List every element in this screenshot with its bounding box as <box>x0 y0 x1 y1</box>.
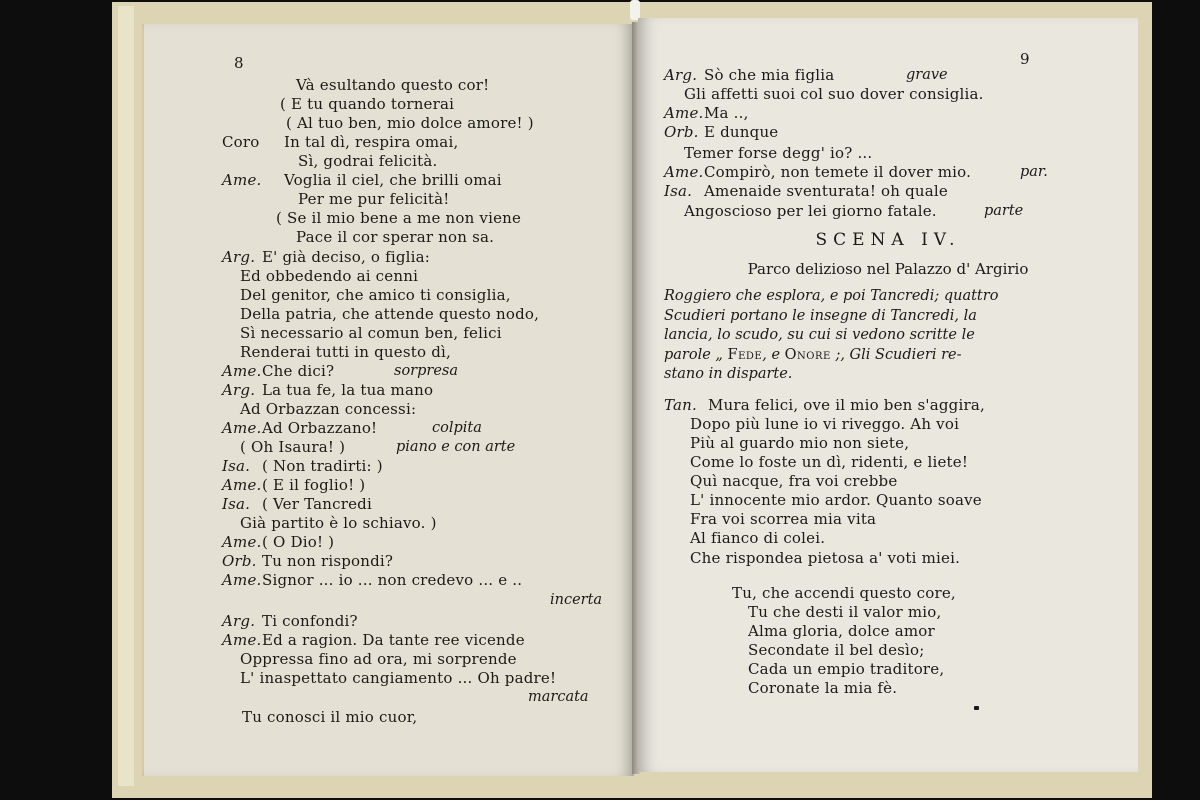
verse-line: Fra voi scorrea mia vita <box>690 510 877 528</box>
speaker-label: Orb. <box>664 123 699 141</box>
verse-line: Dopo più lune io vi riveggo. Ah voi <box>690 415 960 433</box>
aria-line: Secondate il bel desìo; <box>748 641 925 659</box>
verse-line: Pace il cor sperar non sa. <box>296 228 495 246</box>
right-page <box>638 18 1138 772</box>
speaker-label: Ame. <box>664 163 704 181</box>
verse-line: Ame.Ma .., <box>664 104 749 122</box>
verse-line: Isa. ( Non tradirti: ) <box>222 457 383 475</box>
verse-line: Del genitor, che amico ti consiglia, <box>240 286 511 304</box>
signature-mark <box>974 706 979 710</box>
speaker-label: Isa. <box>222 495 251 513</box>
stage-direction: colpita <box>432 420 482 436</box>
verse-line: Sì, godrai felicità. <box>298 152 438 170</box>
verse-line: Arg. La tua fe, la tua mano <box>222 381 434 399</box>
verse-line: Coro In tal dì, respira omai, <box>222 133 459 151</box>
verse-line: Ame.Compirò, non temete il dover mio. <box>664 163 972 181</box>
aria-line: Tu, che accendi questo core, <box>732 584 956 602</box>
stage-direction: piano e con arte <box>396 439 516 455</box>
aria-line: Alma gloria, dolce amor <box>748 622 935 640</box>
speaker-label: Arg. <box>222 612 256 630</box>
cover-edge <box>118 6 134 786</box>
word-onore: Onore <box>784 346 831 363</box>
verse-line: Ame.Signor ... io ... non credevo ... e .. <box>222 571 523 589</box>
verse-line: Ame.Ad Orbazzano! <box>222 419 378 437</box>
verse-line: Più al guardo mio non siete, <box>690 434 910 452</box>
verse-line: Isa. Amenaide sventurata! oh quale <box>664 182 948 200</box>
verse-line: Arg. Ti confondi? <box>222 612 358 630</box>
speaker-label: Ame. <box>664 104 704 122</box>
verse-line: Temer forse degg' io? ... <box>684 144 873 162</box>
page-number-left: 8 <box>234 54 244 72</box>
scene-stage-direction: stano in disparte. <box>664 366 793 382</box>
verse-line: Della patria, che attende questo nodo, <box>240 305 540 323</box>
verse-line: Oppressa fino ad ora, mi sorprende <box>240 650 517 668</box>
aria-line: Coronate la mia fè. <box>748 679 898 697</box>
verse-line: Tan. Mura felici, ove il mio ben s'aggira, <box>664 396 985 414</box>
verse-line: Ame.Che dici? <box>222 362 335 380</box>
stage-direction: parte <box>984 203 1024 219</box>
speaker-label: Ame. <box>222 631 262 649</box>
verse-line: L' innocente mio ardor. Quanto soave <box>690 491 982 509</box>
speaker-label: Arg. <box>222 381 256 399</box>
verse-line: Ad Orbazzan concessi: <box>240 400 417 418</box>
speaker-label: Ame. <box>222 171 262 189</box>
verse-line: Arg. E' già deciso, o figlia: <box>222 248 431 266</box>
speaker-label: Ame. <box>222 362 262 380</box>
verse-line: Per me pur felicità! <box>298 190 450 208</box>
speaker-label: Orb. <box>222 552 257 570</box>
speaker-label: Arg. <box>664 66 698 84</box>
verse-line: L' inaspettato cangiamento ... Oh padre! <box>240 669 557 687</box>
stage-direction: grave <box>906 67 948 83</box>
scene-stage-direction: Scudieri portano le insegne di Tancredi, la <box>664 307 977 324</box>
speaker-label: Coro <box>222 133 260 151</box>
speaker-label: Isa. <box>222 457 251 475</box>
verse-line: ( E tu quando tornerai <box>280 95 455 113</box>
verse-line: Ame.( O Dio! ) <box>222 533 335 551</box>
speaker-label: Isa. <box>664 182 693 200</box>
verse-line: Ame.( E il foglio! ) <box>222 476 366 494</box>
verse-line: Renderai tutti in questo dì, <box>240 343 451 361</box>
verse-line: Tu conosci il mio cuor, <box>242 708 418 726</box>
verse-line: Angoscioso per lei giorno fatale. <box>684 202 937 220</box>
verse-line: Và esultando questo cor! <box>296 76 490 94</box>
verse-line: Orb. E dunque <box>664 123 779 141</box>
scene-title: SCENA IV. <box>815 230 961 250</box>
page-number-right: 9 <box>1020 50 1030 68</box>
speaker-label: Tan. <box>664 396 698 414</box>
scene-stage-direction: Roggiero che esplora, e poi Tancredi; quattro <box>664 288 999 304</box>
aria-line: Tu che desti il valor mio, <box>748 603 942 621</box>
scene-stage-direction: parole „ Fede, e Onore ;, Gli Scudieri re- <box>664 346 962 363</box>
verse-line: ( Se il mio bene a me non viene <box>276 209 522 227</box>
verse-line: Ed obbedendo ai cenni <box>240 267 419 285</box>
verse-line: Orb. Tu non rispondi? <box>222 552 394 570</box>
verse-line: Arg. Sò che mia figlia <box>664 66 835 84</box>
stage-direction: marcata <box>528 689 589 705</box>
speaker-label: Arg. <box>222 248 256 266</box>
verse-line: Quì nacque, fra voi crebbe <box>690 472 898 490</box>
stage-direction: incerta <box>550 592 603 608</box>
verse-line: Che rispondea pietosa a' voti miei. <box>690 549 961 567</box>
verse-line: ( Al tuo ben, mio dolce amore! ) <box>286 114 534 132</box>
aria-line: Cada un empio traditore, <box>748 660 945 678</box>
verse-line: ( Oh Isaura! ) <box>240 438 346 456</box>
speaker-label: Ame. <box>222 533 262 551</box>
word-fede: Fede <box>727 346 763 363</box>
binding-thread <box>630 0 640 20</box>
verse-line: Ame.Ed a ragion. Da tante ree vicende <box>222 631 525 649</box>
left-page <box>142 24 634 776</box>
verse-line: Ame. Voglia il ciel, che brilli omai <box>222 171 502 189</box>
verse-line: Gli affetti suoi col suo dover consiglia. <box>684 85 984 103</box>
verse-line: Isa. ( Ver Tancredi <box>222 495 372 513</box>
speaker-label: Ame. <box>222 476 262 494</box>
verse-line: Come lo foste un dì, ridenti, e liete! <box>690 453 969 471</box>
speaker-label: Ame. <box>222 571 262 589</box>
stage-direction: sorpresa <box>394 363 458 379</box>
scene-setting: Parco delizioso nel Palazzo d' Argirio <box>747 260 1029 278</box>
stage-direction: par. <box>1020 164 1048 180</box>
scene-stage-direction: lancia, lo scudo, su cui si vedono scritte le <box>664 327 975 343</box>
speaker-label: Ame. <box>222 419 262 437</box>
verse-line: Al fianco di colei. <box>690 529 826 547</box>
verse-line: Già partito è lo schiavo. ) <box>240 514 437 532</box>
verse-line: Sì necessario al comun ben, felici <box>240 324 502 342</box>
